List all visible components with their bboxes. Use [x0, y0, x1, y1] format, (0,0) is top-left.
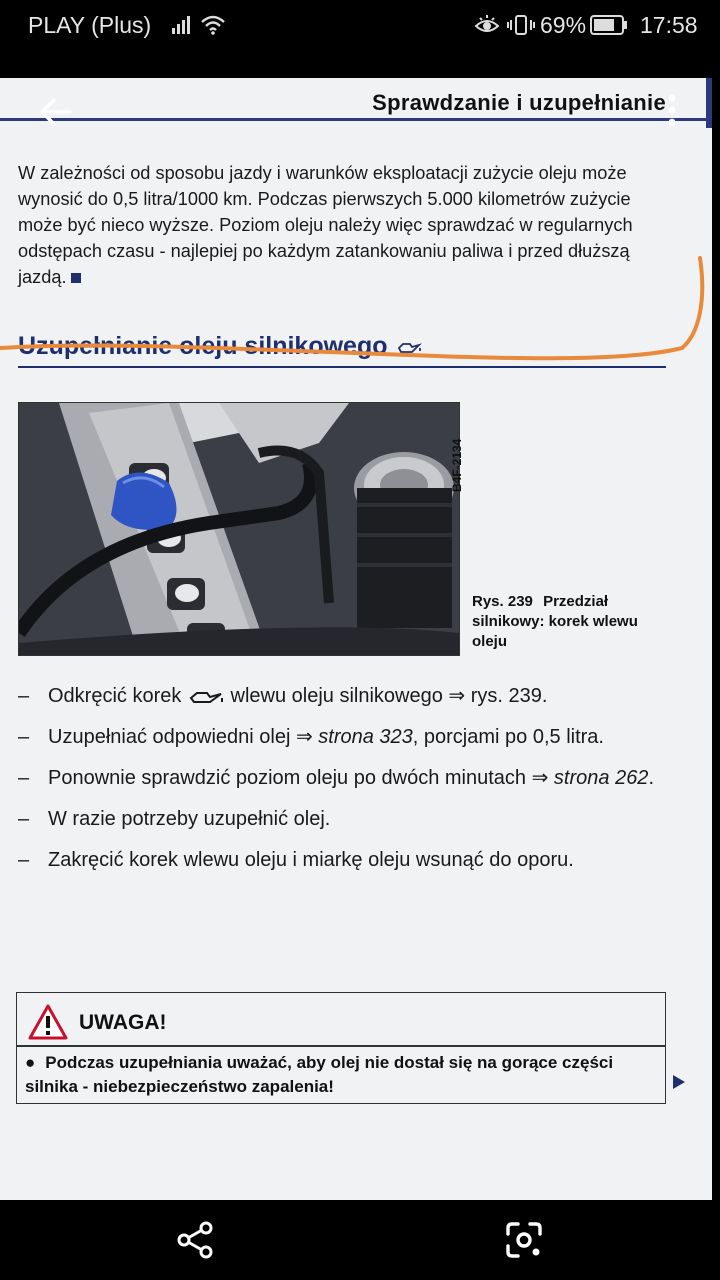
- caption-number: Rys. 239: [472, 593, 533, 610]
- back-arrow-icon[interactable]: [36, 92, 76, 132]
- engine-bay-photo: [18, 402, 460, 656]
- intro-text: W zależności od sposobu jazdy i warunków eksploatacji zużycie oleju może wynosić do 0,5 litra/1000 km. Podczas pierwszych 5.000 kilometrów zużycie może być nieco wyższe. Poziom oleju należy więc sprawdzać w regularnych odstępach czasu - najlepiej po każdym zatankowaniu paliwa i przed dłuższą jazdą.: [18, 163, 633, 287]
- list-item: [18, 764, 668, 793]
- warning-box: [16, 992, 666, 1104]
- step-text: W razie potrzeby uzupełnić olej.: [48, 808, 331, 830]
- carrier-name: PLAY (Plus): [28, 12, 152, 38]
- bottom-action-bar: [0, 1200, 720, 1280]
- battery-percent: 69%: [540, 12, 587, 38]
- step-text: Zakręcić korek wlewu oleju i miarkę oleju wsunąć do oporu.: [48, 849, 574, 871]
- list-item: [18, 805, 668, 834]
- warning-text: [25, 1051, 655, 1099]
- step-text: Odkręcić korek: [48, 685, 182, 707]
- list-item: [18, 723, 668, 752]
- page-header-title: Sprawdzanie i uzupełnianie: [372, 90, 666, 115]
- warning-bullet: ●: [25, 1053, 36, 1072]
- figure-code: [436, 406, 464, 496]
- instruction-list: [18, 682, 668, 887]
- list-item: [18, 682, 668, 711]
- status-bar: [0, 0, 720, 50]
- warning-rule: [17, 1045, 665, 1047]
- step-text: , porcjami po 0,5 litra.: [412, 726, 604, 748]
- list-dash: –: [18, 808, 30, 830]
- share-icon[interactable]: [176, 1220, 216, 1260]
- warning-label: UWAGA!: [79, 1011, 167, 1034]
- lens-search-icon[interactable]: [504, 1220, 544, 1260]
- step-text: Ponownie sprawdzić poziom oleju po dwóch minutach ⇒: [48, 767, 549, 789]
- wifi-icon: [200, 14, 226, 36]
- section-title-text: Uzupełnianie oleju silnikowego: [18, 332, 388, 360]
- vibrate-icon: [506, 14, 536, 36]
- more-options-icon[interactable]: [664, 90, 680, 130]
- step-text: wlewu oleju silnikowego ⇒ rys. 239.: [230, 685, 548, 707]
- warning-body: Podczas uzupełniania uważać, aby olej nie dostał się na gorące części silnika - niebezpieczeństwo zapalenia!: [25, 1053, 614, 1096]
- list-dash: –: [18, 767, 30, 789]
- page-reference: strona 262: [553, 767, 649, 789]
- oil-can-icon: [187, 689, 225, 705]
- clock: 17:58: [640, 12, 698, 38]
- step-text: .: [648, 767, 654, 789]
- eye-comfort-icon: [474, 14, 500, 36]
- list-dash: –: [18, 849, 30, 871]
- continue-arrow-icon: [672, 1074, 686, 1090]
- figure-code-text: B4F-2134: [450, 438, 464, 492]
- list-item: [18, 846, 668, 875]
- image-viewer: [0, 50, 720, 1200]
- warning-triangle-icon: [27, 1003, 69, 1041]
- figure-caption: [472, 592, 672, 652]
- list-dash: –: [18, 685, 30, 707]
- manual-page: [0, 78, 712, 1200]
- orange-annotation-stroke: [0, 248, 712, 388]
- header-rule: [0, 118, 712, 121]
- caption-text: Przedział silnikowy: korek wlewu oleju: [472, 593, 638, 650]
- signal-icon: [170, 14, 194, 36]
- step-text: Uzupełniać odpowiedni olej ⇒: [48, 726, 313, 748]
- list-dash: –: [18, 726, 30, 748]
- battery-icon: [590, 15, 628, 35]
- page-reference: strona 323: [318, 726, 413, 748]
